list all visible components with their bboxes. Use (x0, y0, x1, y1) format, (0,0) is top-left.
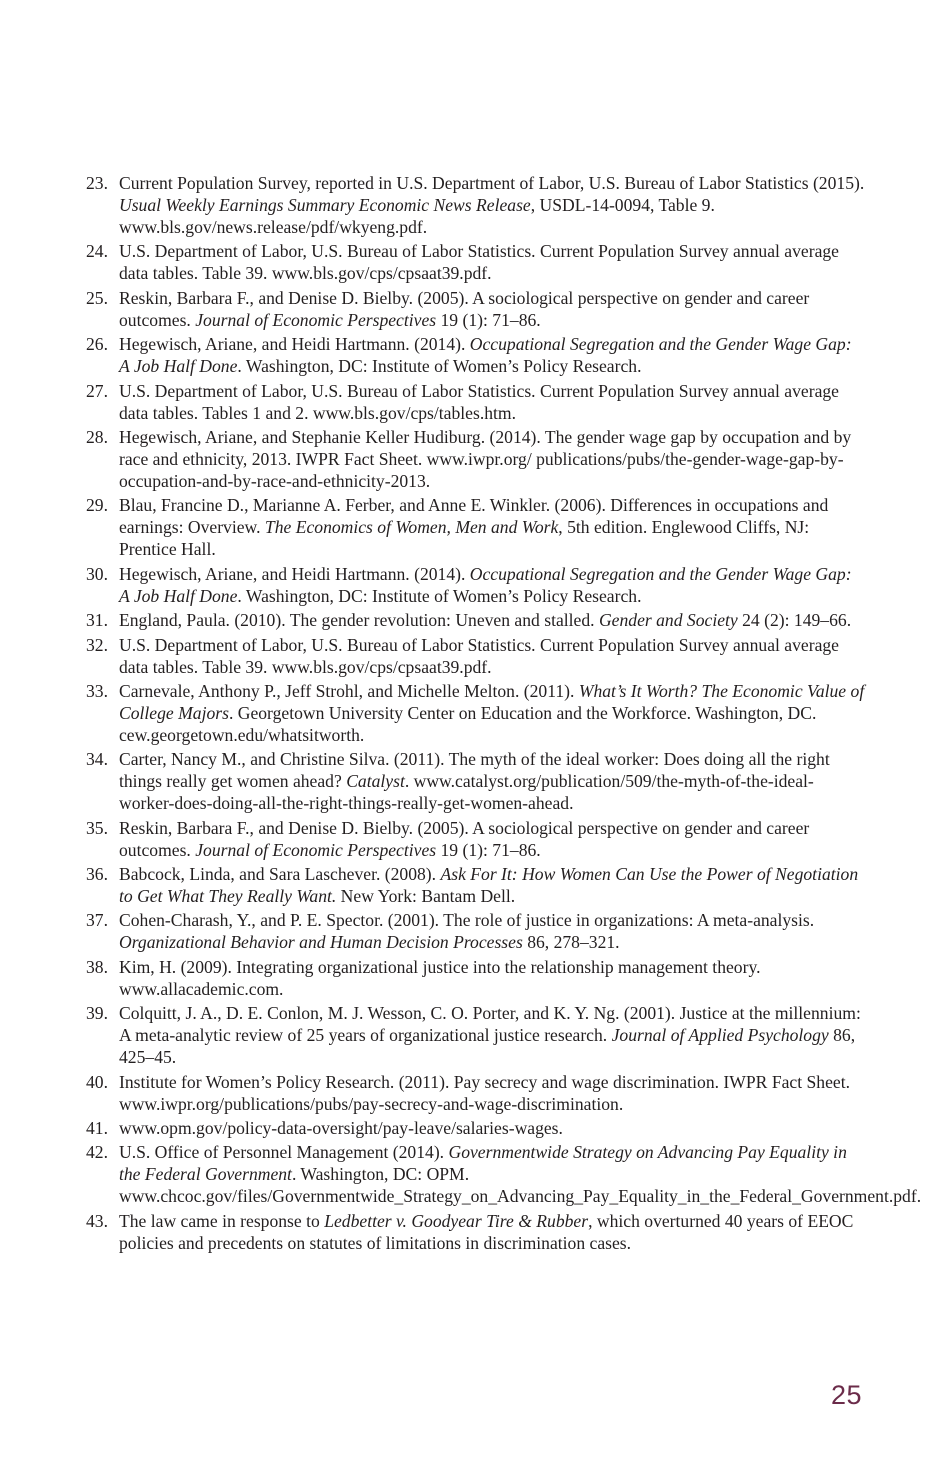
endnote-number: 38. (86, 956, 108, 977)
endnote-number: 23. (86, 173, 108, 193)
endnote-italic-title: Gender and Society (598, 610, 738, 631)
endnote-number: 35. (86, 817, 108, 838)
endnote (86, 1210, 866, 1254)
endnote-number: 34. (86, 749, 108, 770)
endnote-number: 36. (86, 864, 108, 885)
endnote-text-tail: 86, 278–321. (522, 932, 620, 953)
endnote-number: 40. (86, 1071, 108, 1092)
endnote (86, 1002, 866, 1068)
endnote-number: 24. (86, 241, 108, 262)
endnote-italic-title: The Economics of Women, Men and Work (264, 517, 559, 538)
endnote-number: 32. (86, 634, 108, 655)
endnote (86, 333, 866, 377)
endnote-text: Reskin, Barbara F., and Denise D. Bielby. (2005). A sociological perspective on gender and career outcomes. (119, 817, 810, 860)
endnote-text: U.S. Office of Personnel Management (2014). (119, 1142, 449, 1163)
endnote-text-tail: , 5th edition. Englewood Cliffs, NJ: Prentice Hall. (119, 517, 810, 560)
endnote-text: Babcock, Linda, and Sara Laschever. (2008). (119, 864, 441, 885)
endnote-number: 31. (86, 610, 108, 631)
endnote-text-tail: 86, 425–45. (119, 1025, 856, 1068)
endnote-text-tail: , USDL-14-0094, Table 9. www.bls.gov/news.release/pdf/wkyeng.pdf. (119, 195, 715, 237)
endnote-number: 30. (86, 563, 108, 584)
endnote (86, 426, 866, 492)
endnote (86, 1071, 866, 1115)
endnote-number: 39. (86, 1003, 108, 1024)
endnote-italic-title: Governmentwide Strategy on Advancing Pay Equality in the Federal Government (119, 1142, 847, 1185)
endnote-text: Colquitt, J. A., D. E. Conlon, M. J. Wesson, C. O. Porter, and K. Y. Ng. (2001). Justice at the millennium: A meta-analytic review of 25 years of organizational justice research. (119, 1003, 861, 1046)
endnote-italic-title: Journal of Economic Perspectives (195, 309, 437, 330)
endnote-number: 27. (86, 380, 108, 401)
endnote-text: Current Population Survey, reported in U.S. Department of Labor, U.S. Bureau of Labor Statistics (2015). (119, 173, 865, 193)
endnote-text: Blau, Francine D., Marianne A. Ferber, and Anne E. Winkler. (2006). Differences in occupations and earnings: Overview. (119, 495, 829, 538)
endnote-italic-title: Ask For It: How Women Can Use the Power of Negotiation to Get What They Really Want. (119, 864, 859, 907)
endnotes-list (86, 172, 922, 1256)
endnote-text: The law came in response to (119, 1210, 325, 1231)
endnote-text: Carter, Nancy M., and Christine Silva. (2011). The myth of the ideal worker: Does doing all the right things really get women ahead? (119, 749, 830, 792)
endnote (86, 240, 866, 284)
endnote-number: 37. (86, 910, 108, 931)
endnote-text-tail: . Washington, DC: Institute of Women’s Policy Research. (237, 356, 642, 377)
endnote-text: Cohen-Charash, Y., and P. E. Spector. (2001). The role of justice in organizations: A meta-analysis. (119, 910, 815, 931)
endnote-text: Reskin, Barbara F., and Denise D. Bielby. (2005). A sociological perspective on gender and career outcomes. (119, 287, 810, 330)
endnote-text-tail: . Washington, DC: Institute of Women’s Policy Research. (237, 585, 642, 606)
endnote-text: England, Paula. (2010). The gender revolution: Uneven and stalled. (119, 610, 599, 631)
endnote (86, 1117, 866, 1139)
endnote (86, 956, 866, 1000)
endnote-text-tail: . Washington, DC: OPM. www.chcoc.gov/files/Governmentwide_Strategy_on_Advancing_Pay_Equality_in_the_Federal_Government.pdf. (119, 1164, 922, 1207)
endnote-italic-title: Journal of Applied Psychology (611, 1025, 829, 1046)
endnote-italic-title: Occupational Segregation and the Gender Wage Gap: A Job Half Done (119, 563, 852, 606)
endnote-text-tail: . Georgetown University Center on Education and the Workforce. Washington, DC. cew.georgetown.edu/whatsitworth. (119, 702, 817, 745)
endnote (86, 563, 866, 607)
endnote (86, 1141, 922, 1207)
endnote (86, 380, 866, 424)
endnote-text: Kim, H. (2009). Integrating organizational justice into the relationship management theory. www.allacademic.com. (119, 956, 761, 999)
endnote (86, 287, 866, 331)
endnote-number: 42. (86, 1142, 108, 1163)
endnote-text-tail: 19 (1): 71–86. (436, 309, 541, 330)
endnote-text-tail: 24 (2): 149–66. (737, 610, 852, 631)
endnote-number: 41. (86, 1118, 108, 1139)
endnote-italic-title: Journal of Economic Perspectives (195, 839, 437, 860)
endnote (86, 172, 866, 238)
endnote-text: Institute for Women’s Policy Research. (2011). Pay secrecy and wage discrimination. IWPR Fact Sheet. www.iwpr.org/publications/pubs/pay-secrecy-and-wage-discrimination. (119, 1071, 850, 1114)
endnote (86, 817, 866, 861)
endnote-italic-title: Organizational Behavior and Human Decision Processes (119, 932, 523, 953)
endnote (86, 634, 866, 678)
endnote (86, 748, 866, 814)
endnote-number: 26. (86, 334, 108, 355)
endnote-text-tail: , which overturned 40 years of EEOC policies and precedents on statutes of limitations in discrimination cases. (119, 1210, 854, 1253)
endnote-italic-title: Occupational Segregation and the Gender Wage Gap: A Job Half Done (119, 334, 852, 377)
endnote-text-tail: . www.catalyst.org/publication/509/the-myth-of-the-ideal-worker-does-doing-all-the-right-things-really-get-women-ahead. (119, 771, 814, 814)
endnote-text: U.S. Department of Labor, U.S. Bureau of Labor Statistics. Current Population Survey annual average data tables. Tables 1 and 2. www.bls.gov/cps/tables.htm. (119, 380, 839, 423)
endnote-text-tail: 19 (1): 71–86. (436, 839, 541, 860)
endnote-text: U.S. Department of Labor, U.S. Bureau of Labor Statistics. Current Population Survey annual average data tables. Table 39. www.bls.gov/cps/cpsaat39.pdf. (119, 634, 839, 677)
endnote-text: U.S. Department of Labor, U.S. Bureau of Labor Statistics. Current Population Survey annual average data tables. Table 39. www.bls.gov/cps/cpsaat39.pdf. (119, 241, 839, 284)
endnote-text: www.opm.gov/policy-data-oversight/pay-leave/salaries-wages. (119, 1118, 563, 1139)
endnote (86, 863, 866, 907)
page-number: 25 (830, 1380, 862, 1410)
endnote-italic-title: What’s It Worth? The Economic Value of College Majors (119, 680, 865, 723)
endnote (86, 909, 866, 953)
endnote-number: 29. (86, 495, 108, 516)
endnote-number: 25. (86, 287, 108, 308)
endnote-text: Hegewisch, Ariane, and Heidi Hartmann. (2014). (119, 334, 470, 355)
endnote (86, 680, 866, 746)
endnote-text: Hegewisch, Ariane, and Heidi Hartmann. (2014). (119, 563, 470, 584)
endnote-text: Carnevale, Anthony P., Jeff Strohl, and Michelle Melton. (2011). (119, 680, 579, 701)
endnote-number: 28. (86, 426, 108, 447)
endnote-italic-title: Usual Weekly Earnings Summary Economic News Release (119, 195, 531, 215)
endnote-number: 33. (86, 680, 108, 701)
endnote-number: 43. (86, 1210, 108, 1231)
endnote-italic-title: Ledbetter v. Goodyear Tire & Rubber (324, 1210, 589, 1231)
endnote (86, 609, 866, 631)
endnote (86, 494, 866, 560)
endnote-italic-title: Catalyst (346, 771, 405, 792)
endnote-text-tail: New York: Bantam Dell. (336, 886, 516, 907)
endnote-text: Hegewisch, Ariane, and Stephanie Keller Hudiburg. (2014). The gender wage gap by occupation and by race and ethnicity, 2013. IWPR Fact Sheet. www.iwpr.org/ publications/pubs/the-gender-wage-gap-by-occupation-and-by-race-and-ethnicity-2013. (119, 426, 852, 491)
